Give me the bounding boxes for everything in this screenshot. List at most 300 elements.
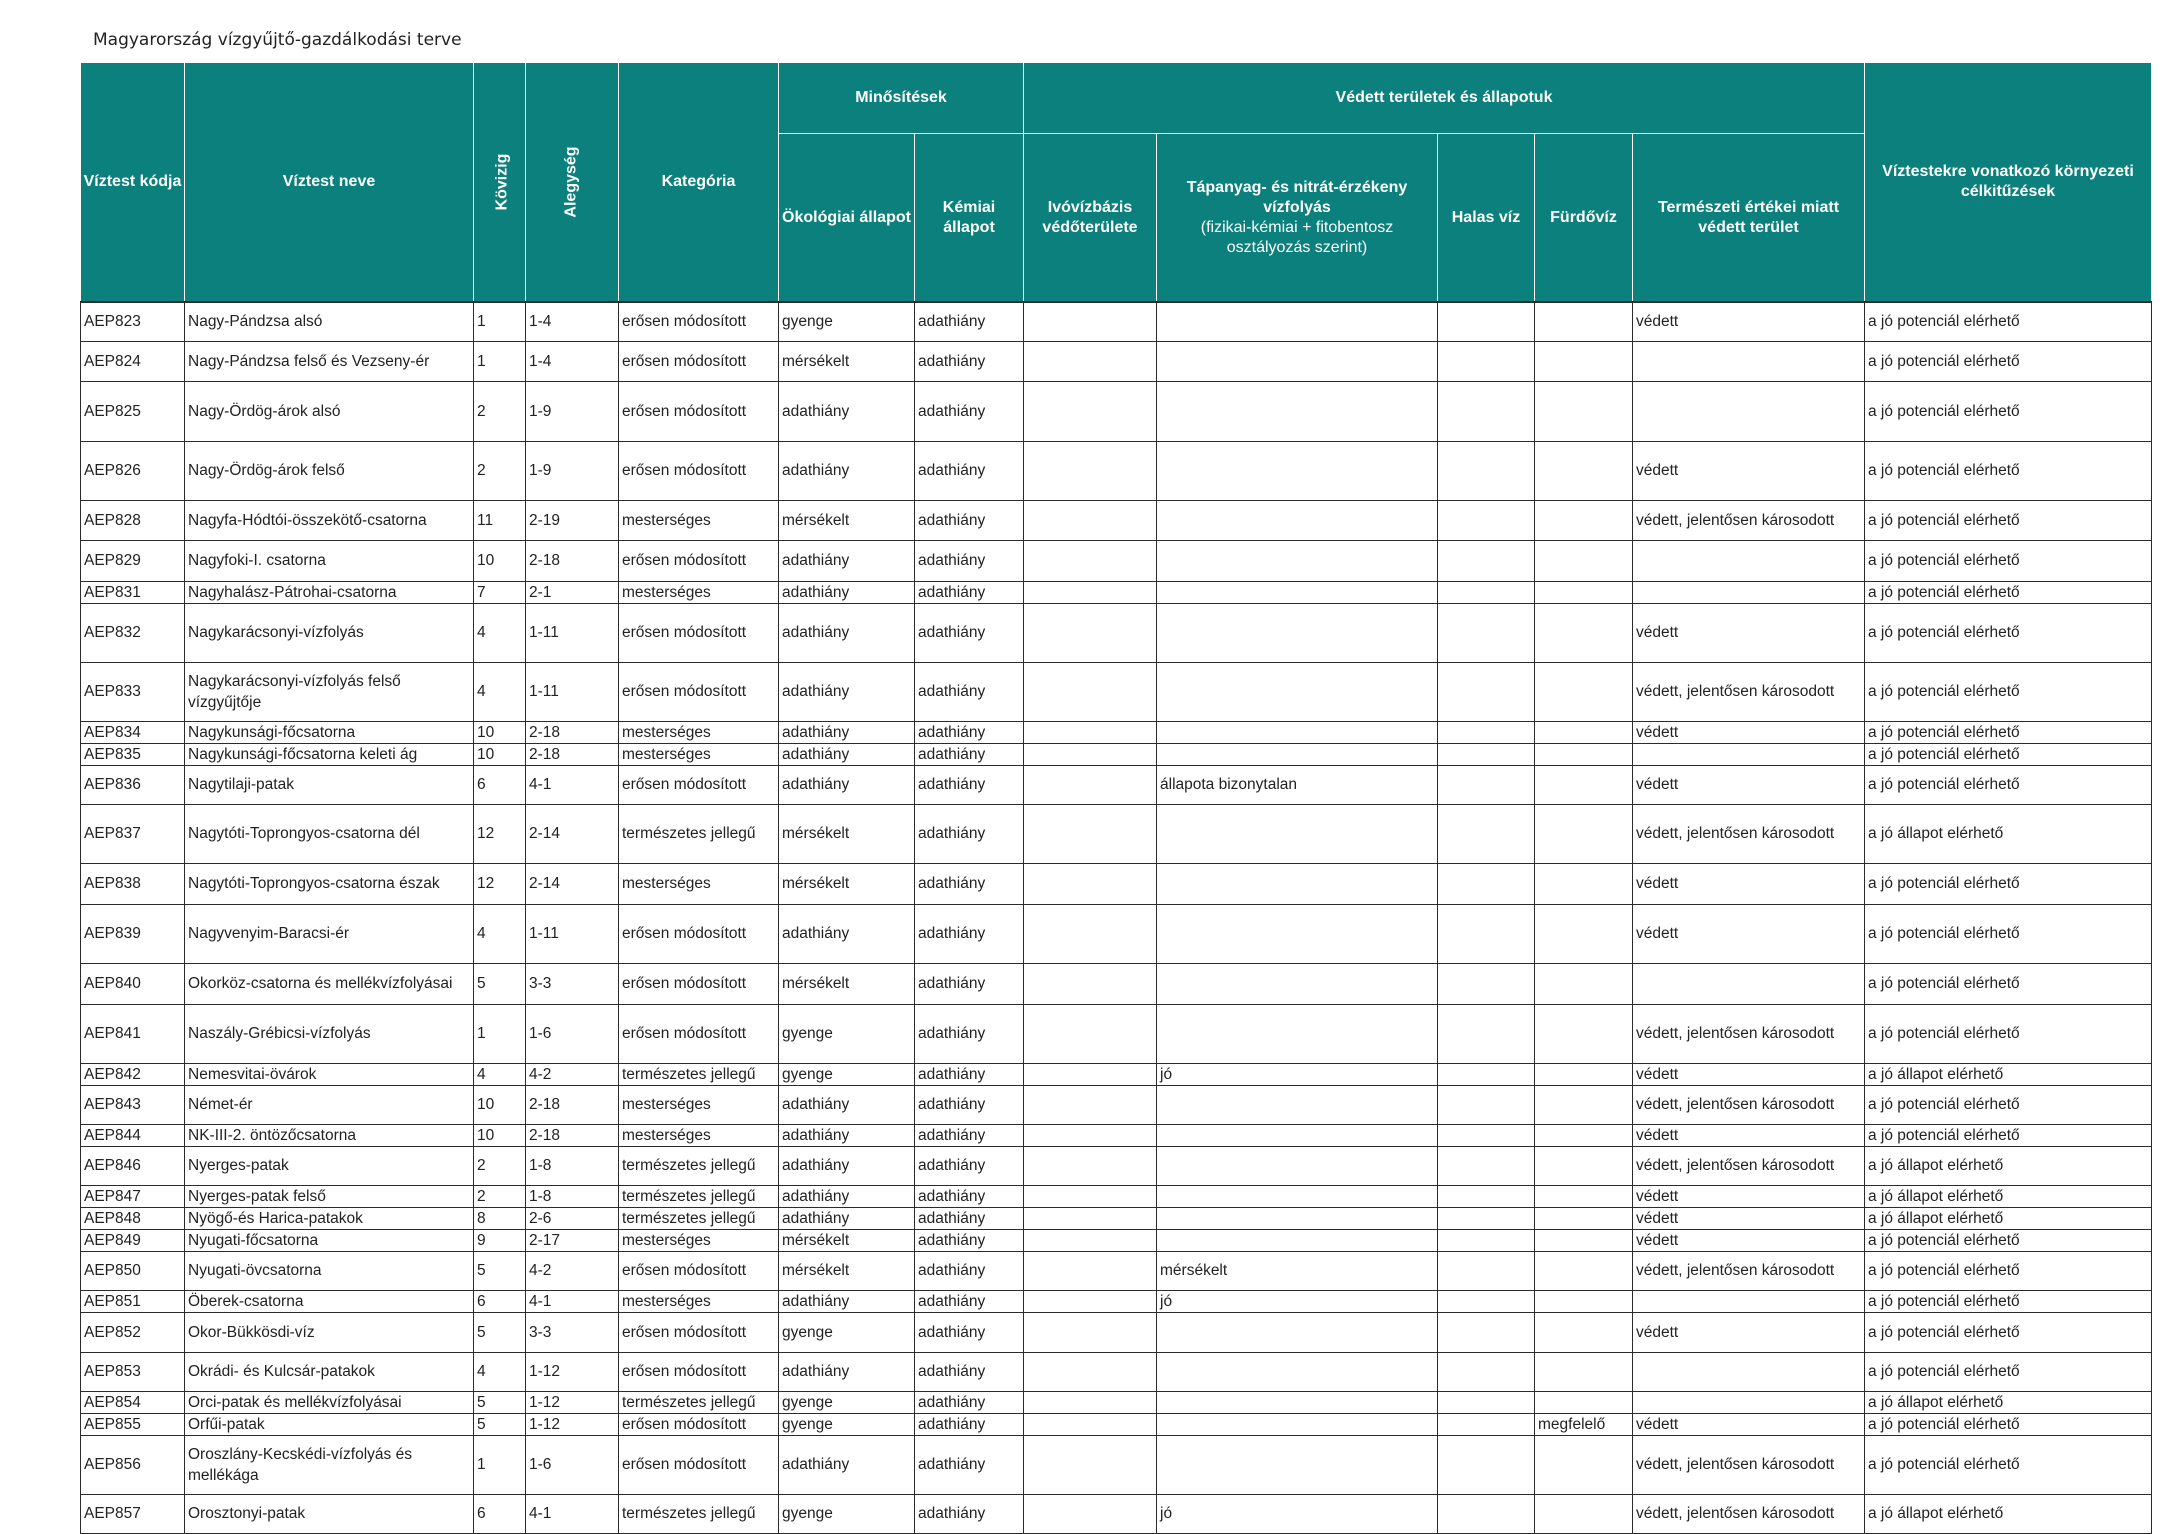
table-row	[81, 804, 2152, 863]
row-name: Okor-Bükkösdi-víz	[185, 1312, 474, 1352]
row-furdo	[1535, 1290, 1633, 1312]
row-halas	[1438, 581, 1535, 603]
row-okologiai: gyenge	[779, 1312, 915, 1352]
row-code: AEP847	[81, 1185, 185, 1207]
row-code: AEP854	[81, 1391, 185, 1413]
row-termeszeti	[1633, 341, 1865, 381]
row-termeszeti: védett	[1633, 441, 1865, 500]
row-kategoria: természetes jellegű	[619, 1185, 779, 1207]
row-celkituzes: a jó potenciál elérhető	[1865, 743, 2152, 765]
table-row	[81, 1251, 2152, 1290]
row-furdo	[1535, 441, 1633, 500]
row-kovizig: 6	[474, 765, 526, 804]
row-alegyseg: 4-2	[526, 1251, 619, 1290]
row-kemiai: adathiány	[915, 1063, 1024, 1085]
table-row	[81, 1063, 2152, 1085]
row-termeszeti: védett	[1633, 1063, 1865, 1085]
row-furdo	[1535, 540, 1633, 581]
header-code: Víztest kódja	[81, 63, 185, 303]
row-termeszeti: védett, jelentősen károsodott	[1633, 1085, 1865, 1124]
row-halas	[1438, 863, 1535, 904]
row-termeszeti: védett, jelentősen károsodott	[1633, 1494, 1865, 1533]
row-furdo	[1535, 904, 1633, 963]
row-kovizig: 10	[474, 721, 526, 743]
row-name: Naszály-Grébicsi-vízfolyás	[185, 1004, 474, 1063]
row-tapanyag	[1157, 963, 1438, 1004]
table-row	[81, 1207, 2152, 1229]
row-celkituzes: a jó potenciál elérhető	[1865, 963, 2152, 1004]
row-furdo	[1535, 1146, 1633, 1185]
row-kemiai: adathiány	[915, 804, 1024, 863]
row-halas	[1438, 804, 1535, 863]
row-kemiai: adathiány	[915, 1229, 1024, 1251]
row-termeszeti: védett	[1633, 1413, 1865, 1435]
row-termeszeti: védett	[1633, 765, 1865, 804]
row-code: AEP841	[81, 1004, 185, 1063]
row-halas	[1438, 540, 1535, 581]
row-code: AEP825	[81, 381, 185, 441]
row-okologiai: mérsékelt	[779, 804, 915, 863]
row-halas	[1438, 1124, 1535, 1146]
row-code: AEP855	[81, 1413, 185, 1435]
row-kategoria: természetes jellegű	[619, 1391, 779, 1413]
row-kemiai: adathiány	[915, 863, 1024, 904]
table-row	[81, 1391, 2152, 1413]
row-ivoviz	[1024, 302, 1157, 341]
row-termeszeti	[1633, 743, 1865, 765]
row-kovizig: 1	[474, 1004, 526, 1063]
header-kategoria: Kategória	[619, 63, 779, 303]
row-celkituzes: a jó potenciál elérhető	[1865, 441, 2152, 500]
row-code: AEP850	[81, 1251, 185, 1290]
row-celkituzes: a jó potenciál elérhető	[1865, 581, 2152, 603]
row-kemiai: adathiány	[915, 963, 1024, 1004]
row-code: AEP844	[81, 1124, 185, 1146]
table-row	[81, 1085, 2152, 1124]
row-tapanyag: jó	[1157, 1494, 1438, 1533]
row-okologiai: adathiány	[779, 581, 915, 603]
row-code: AEP838	[81, 863, 185, 904]
water-body-table	[80, 62, 2152, 1534]
row-kategoria: természetes jellegű	[619, 1146, 779, 1185]
row-celkituzes: a jó potenciál elérhető	[1865, 1085, 2152, 1124]
row-okologiai: gyenge	[779, 302, 915, 341]
row-furdo	[1535, 1185, 1633, 1207]
row-kemiai: adathiány	[915, 1413, 1024, 1435]
row-tapanyag	[1157, 1004, 1438, 1063]
row-alegyseg: 2-1	[526, 581, 619, 603]
row-okologiai: adathiány	[779, 1207, 915, 1229]
row-kategoria: mesterséges	[619, 743, 779, 765]
table-row	[81, 765, 2152, 804]
row-celkituzes: a jó potenciál elérhető	[1865, 765, 2152, 804]
row-code: AEP824	[81, 341, 185, 381]
row-halas	[1438, 1435, 1535, 1494]
row-code: AEP848	[81, 1207, 185, 1229]
row-furdo	[1535, 1251, 1633, 1290]
row-kemiai: adathiány	[915, 500, 1024, 540]
header-kemiai: Kémiai állapot	[915, 134, 1024, 303]
row-tapanyag	[1157, 603, 1438, 662]
row-celkituzes: a jó potenciál elérhető	[1865, 1004, 2152, 1063]
row-kovizig: 10	[474, 743, 526, 765]
row-kovizig: 4	[474, 662, 526, 721]
table-row	[81, 1124, 2152, 1146]
row-code: AEP834	[81, 721, 185, 743]
row-tapanyag	[1157, 441, 1438, 500]
row-tapanyag	[1157, 581, 1438, 603]
row-celkituzes: a jó állapot elérhető	[1865, 1391, 2152, 1413]
row-alegyseg: 2-18	[526, 721, 619, 743]
table-row	[81, 302, 2152, 341]
table-body	[81, 302, 2152, 1533]
row-name: Nagy-Ördög-árok alsó	[185, 381, 474, 441]
row-okologiai: mérsékelt	[779, 963, 915, 1004]
row-halas	[1438, 662, 1535, 721]
row-tapanyag	[1157, 1413, 1438, 1435]
row-kategoria: mesterséges	[619, 581, 779, 603]
row-name: Orfűi-patak	[185, 1413, 474, 1435]
row-kategoria: mesterséges	[619, 863, 779, 904]
row-kategoria: természetes jellegű	[619, 1207, 779, 1229]
row-kovizig: 5	[474, 1413, 526, 1435]
row-termeszeti: védett	[1633, 904, 1865, 963]
table-row	[81, 500, 2152, 540]
row-tapanyag: állapota bizonytalan	[1157, 765, 1438, 804]
table-row	[81, 581, 2152, 603]
row-alegyseg: 2-18	[526, 1124, 619, 1146]
row-tapanyag: jó	[1157, 1290, 1438, 1312]
row-okologiai: gyenge	[779, 1391, 915, 1413]
row-ivoviz	[1024, 1229, 1157, 1251]
row-kovizig: 5	[474, 963, 526, 1004]
row-tapanyag	[1157, 381, 1438, 441]
row-name: Nyugati-főcsatorna	[185, 1229, 474, 1251]
row-name: Nagy-Pándzsa felső és Vezseny-ér	[185, 341, 474, 381]
row-halas	[1438, 1312, 1535, 1352]
row-kemiai: adathiány	[915, 381, 1024, 441]
row-kovizig: 5	[474, 1391, 526, 1413]
row-furdo	[1535, 302, 1633, 341]
row-alegyseg: 2-18	[526, 540, 619, 581]
row-okologiai: gyenge	[779, 1004, 915, 1063]
row-halas	[1438, 904, 1535, 963]
row-celkituzes: a jó állapot elérhető	[1865, 1146, 2152, 1185]
row-alegyseg: 2-14	[526, 804, 619, 863]
row-kovizig: 10	[474, 540, 526, 581]
row-ivoviz	[1024, 1435, 1157, 1494]
row-ivoviz	[1024, 1312, 1157, 1352]
row-alegyseg: 4-2	[526, 1063, 619, 1085]
row-halas	[1438, 381, 1535, 441]
row-celkituzes: a jó potenciál elérhető	[1865, 1251, 2152, 1290]
row-tapanyag	[1157, 1124, 1438, 1146]
row-halas	[1438, 341, 1535, 381]
row-halas	[1438, 1413, 1535, 1435]
row-kategoria: erősen módosított	[619, 540, 779, 581]
row-alegyseg: 1-8	[526, 1146, 619, 1185]
row-termeszeti	[1633, 1391, 1865, 1413]
row-tapanyag	[1157, 721, 1438, 743]
row-ivoviz	[1024, 765, 1157, 804]
row-halas	[1438, 1229, 1535, 1251]
row-okologiai: adathiány	[779, 721, 915, 743]
row-alegyseg: 2-14	[526, 863, 619, 904]
row-kemiai: adathiány	[915, 721, 1024, 743]
row-code: AEP852	[81, 1312, 185, 1352]
row-code: AEP828	[81, 500, 185, 540]
row-celkituzes: a jó potenciál elérhető	[1865, 662, 2152, 721]
row-furdo	[1535, 743, 1633, 765]
row-kovizig: 1	[474, 302, 526, 341]
row-code: AEP836	[81, 765, 185, 804]
row-celkituzes: a jó potenciál elérhető	[1865, 863, 2152, 904]
row-halas	[1438, 1352, 1535, 1391]
table-row	[81, 1413, 2152, 1435]
row-alegyseg: 1-8	[526, 1185, 619, 1207]
row-ivoviz	[1024, 662, 1157, 721]
row-okologiai: adathiány	[779, 1146, 915, 1185]
row-alegyseg: 1-6	[526, 1435, 619, 1494]
row-halas	[1438, 500, 1535, 540]
row-termeszeti	[1633, 540, 1865, 581]
row-alegyseg: 1-12	[526, 1413, 619, 1435]
row-furdo	[1535, 1085, 1633, 1124]
row-kategoria: erősen módosított	[619, 1004, 779, 1063]
row-halas	[1438, 441, 1535, 500]
row-tapanyag	[1157, 743, 1438, 765]
row-kemiai: adathiány	[915, 1312, 1024, 1352]
row-okologiai: adathiány	[779, 1124, 915, 1146]
row-okologiai: mérsékelt	[779, 1251, 915, 1290]
row-kemiai: adathiány	[915, 1207, 1024, 1229]
row-ivoviz	[1024, 1352, 1157, 1391]
row-name: Nagyhalász-Pátrohai-csatorna	[185, 581, 474, 603]
row-name: Nagyfa-Hódtói-összekötő-csatorna	[185, 500, 474, 540]
row-halas	[1438, 1063, 1535, 1085]
row-alegyseg: 1-12	[526, 1391, 619, 1413]
row-name: Nagyvenyim-Baracsi-ér	[185, 904, 474, 963]
row-halas	[1438, 1185, 1535, 1207]
table-row	[81, 904, 2152, 963]
row-ivoviz	[1024, 863, 1157, 904]
row-ivoviz	[1024, 904, 1157, 963]
row-tapanyag	[1157, 1352, 1438, 1391]
row-code: AEP823	[81, 302, 185, 341]
table-row	[81, 1229, 2152, 1251]
row-halas	[1438, 1207, 1535, 1229]
row-tapanyag: mérsékelt	[1157, 1251, 1438, 1290]
row-kategoria: erősen módosított	[619, 441, 779, 500]
row-kemiai: adathiány	[915, 765, 1024, 804]
row-celkituzes: a jó potenciál elérhető	[1865, 1312, 2152, 1352]
row-name: Nagykunsági-főcsatorna keleti ág	[185, 743, 474, 765]
row-kemiai: adathiány	[915, 904, 1024, 963]
row-alegyseg: 1-4	[526, 302, 619, 341]
row-code: AEP856	[81, 1435, 185, 1494]
row-celkituzes: a jó potenciál elérhető	[1865, 1290, 2152, 1312]
row-kategoria: erősen módosított	[619, 1352, 779, 1391]
row-code: AEP839	[81, 904, 185, 963]
row-tapanyag	[1157, 500, 1438, 540]
row-name: Nyerges-patak felső	[185, 1185, 474, 1207]
row-name: Nagytóti-Toprongyos-csatorna észak	[185, 863, 474, 904]
row-tapanyag	[1157, 863, 1438, 904]
row-okologiai: adathiány	[779, 540, 915, 581]
row-name: Nyugati-övcsatorna	[185, 1251, 474, 1290]
header-alegyseg	[526, 63, 619, 303]
row-ivoviz	[1024, 1146, 1157, 1185]
row-kategoria: erősen módosított	[619, 1435, 779, 1494]
row-kategoria: mesterséges	[619, 500, 779, 540]
row-ivoviz	[1024, 341, 1157, 381]
table-row	[81, 1185, 2152, 1207]
row-name: Nemesvitai-övárok	[185, 1063, 474, 1085]
table-row	[81, 341, 2152, 381]
table-row	[81, 540, 2152, 581]
row-kategoria: erősen módosított	[619, 302, 779, 341]
row-termeszeti: védett	[1633, 1185, 1865, 1207]
row-furdo	[1535, 1435, 1633, 1494]
row-alegyseg: 4-1	[526, 1290, 619, 1312]
row-kovizig: 7	[474, 581, 526, 603]
row-kovizig: 1	[474, 341, 526, 381]
row-alegyseg: 4-1	[526, 1494, 619, 1533]
row-okologiai: mérsékelt	[779, 341, 915, 381]
row-furdo	[1535, 603, 1633, 662]
row-kemiai: adathiány	[915, 1085, 1024, 1124]
row-kovizig: 10	[474, 1085, 526, 1124]
row-halas	[1438, 1085, 1535, 1124]
header-halas: Halas víz	[1438, 134, 1535, 303]
row-name: Öberek-csatorna	[185, 1290, 474, 1312]
row-alegyseg: 2-19	[526, 500, 619, 540]
row-kemiai: adathiány	[915, 540, 1024, 581]
row-kovizig: 11	[474, 500, 526, 540]
row-ivoviz	[1024, 1085, 1157, 1124]
row-furdo	[1535, 1207, 1633, 1229]
row-furdo	[1535, 1004, 1633, 1063]
row-ivoviz	[1024, 441, 1157, 500]
row-celkituzes: a jó állapot elérhető	[1865, 1185, 2152, 1207]
row-kemiai: adathiány	[915, 1146, 1024, 1185]
row-celkituzes: a jó potenciál elérhető	[1865, 540, 2152, 581]
row-ivoviz	[1024, 721, 1157, 743]
row-termeszeti: védett, jelentősen károsodott	[1633, 1435, 1865, 1494]
row-celkituzes: a jó állapot elérhető	[1865, 1063, 2152, 1085]
row-kemiai: adathiány	[915, 1494, 1024, 1533]
row-halas	[1438, 603, 1535, 662]
row-kovizig: 4	[474, 904, 526, 963]
row-termeszeti: védett	[1633, 863, 1865, 904]
row-okologiai: adathiány	[779, 743, 915, 765]
row-kategoria: természetes jellegű	[619, 1494, 779, 1533]
row-termeszeti	[1633, 1352, 1865, 1391]
table-row	[81, 863, 2152, 904]
row-furdo	[1535, 863, 1633, 904]
row-furdo	[1535, 1494, 1633, 1533]
row-name: Okrádi- és Kulcsár-patakok	[185, 1352, 474, 1391]
row-furdo	[1535, 765, 1633, 804]
row-halas	[1438, 1290, 1535, 1312]
table-row	[81, 381, 2152, 441]
row-termeszeti: védett	[1633, 302, 1865, 341]
row-code: AEP840	[81, 963, 185, 1004]
row-alegyseg: 1-11	[526, 662, 619, 721]
row-termeszeti: védett, jelentősen károsodott	[1633, 804, 1865, 863]
header-ivoviz: Ivóvízbázis védőterülete	[1024, 134, 1157, 303]
row-ivoviz	[1024, 1391, 1157, 1413]
row-kategoria: természetes jellegű	[619, 804, 779, 863]
row-code: AEP833	[81, 662, 185, 721]
row-kemiai: adathiány	[915, 1391, 1024, 1413]
row-furdo	[1535, 1063, 1633, 1085]
row-furdo	[1535, 963, 1633, 1004]
row-okologiai: gyenge	[779, 1494, 915, 1533]
row-code: AEP857	[81, 1494, 185, 1533]
row-name: Okorköz-csatorna és mellékvízfolyásai	[185, 963, 474, 1004]
row-kemiai: adathiány	[915, 662, 1024, 721]
table-row	[81, 1312, 2152, 1352]
row-code: AEP849	[81, 1229, 185, 1251]
row-okologiai: adathiány	[779, 765, 915, 804]
header-vedett-group: Védett területek és állapotuk	[1024, 63, 1865, 134]
table-row	[81, 1494, 2152, 1533]
row-halas	[1438, 963, 1535, 1004]
row-ivoviz	[1024, 1004, 1157, 1063]
row-alegyseg: 2-18	[526, 1085, 619, 1124]
row-halas	[1438, 1391, 1535, 1413]
row-tapanyag	[1157, 341, 1438, 381]
row-furdo	[1535, 804, 1633, 863]
row-celkituzes: a jó potenciál elérhető	[1865, 500, 2152, 540]
row-ivoviz	[1024, 1063, 1157, 1085]
row-kovizig: 5	[474, 1251, 526, 1290]
row-kategoria: erősen módosított	[619, 765, 779, 804]
row-furdo	[1535, 500, 1633, 540]
row-tapanyag	[1157, 904, 1438, 963]
row-ivoviz	[1024, 743, 1157, 765]
header-kovizig	[474, 63, 526, 303]
row-kemiai: adathiány	[915, 1352, 1024, 1391]
row-kovizig: 10	[474, 1124, 526, 1146]
row-alegyseg: 1-11	[526, 603, 619, 662]
row-kategoria: erősen módosított	[619, 662, 779, 721]
table-row	[81, 721, 2152, 743]
row-kategoria: természetes jellegű	[619, 1063, 779, 1085]
row-furdo: megfelelő	[1535, 1413, 1633, 1435]
row-kategoria: erősen módosított	[619, 381, 779, 441]
row-tapanyag	[1157, 540, 1438, 581]
row-furdo	[1535, 1312, 1633, 1352]
row-name: Nagytóti-Toprongyos-csatorna dél	[185, 804, 474, 863]
row-celkituzes: a jó potenciál elérhető	[1865, 1352, 2152, 1391]
row-ivoviz	[1024, 1124, 1157, 1146]
row-furdo	[1535, 1391, 1633, 1413]
row-furdo	[1535, 662, 1633, 721]
row-furdo	[1535, 341, 1633, 381]
row-tapanyag	[1157, 1312, 1438, 1352]
row-kategoria: mesterséges	[619, 1229, 779, 1251]
row-name: Oroszlány-Kecskédi-vízfolyás és mellékága	[185, 1435, 474, 1494]
row-okologiai: mérsékelt	[779, 500, 915, 540]
header-tapanyag-title: Tápanyag- és nitrát-érzékeny vízfolyás	[1186, 178, 1408, 216]
row-termeszeti: védett	[1633, 603, 1865, 662]
row-code: AEP842	[81, 1063, 185, 1085]
row-okologiai: adathiány	[779, 441, 915, 500]
row-furdo	[1535, 581, 1633, 603]
row-termeszeti: védett, jelentősen károsodott	[1633, 1004, 1865, 1063]
